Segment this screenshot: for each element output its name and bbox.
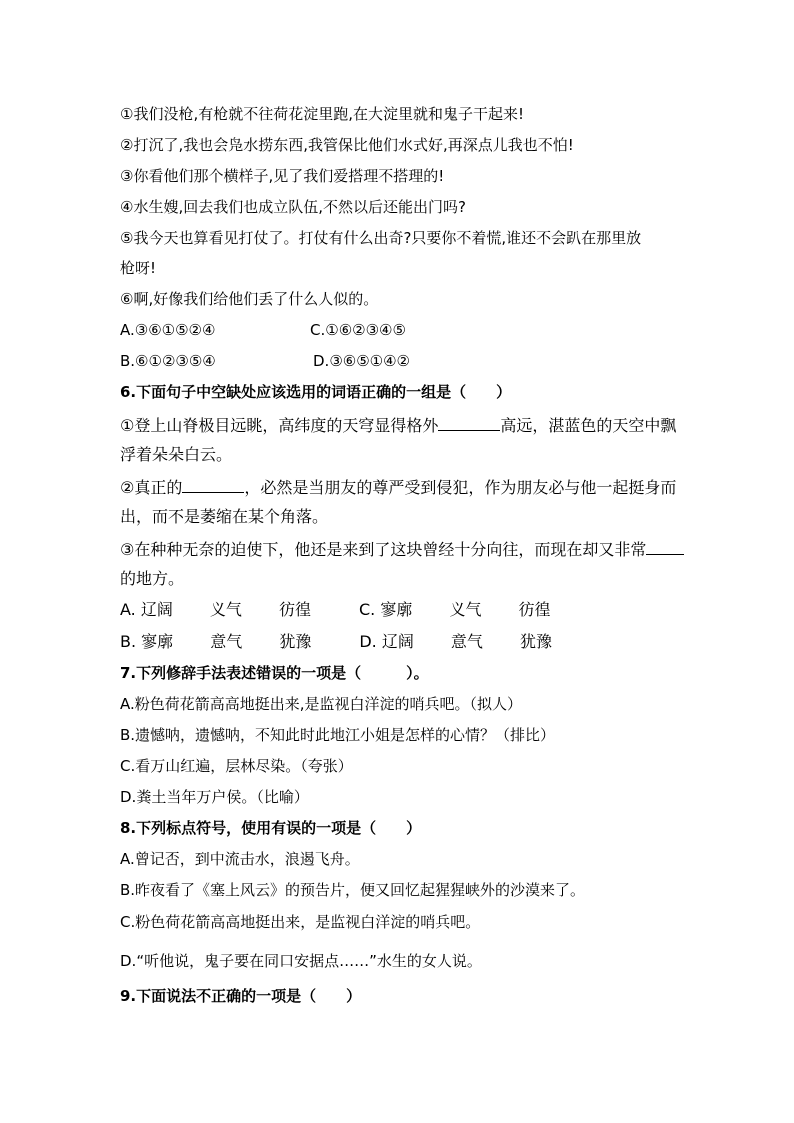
q6-options-b-d: B. 寥廓 意气 犹豫 D. 辽阔 意气 犹豫 bbox=[120, 632, 552, 651]
q7-option-c: C.看万山红遍，层林尽染。（夸张） bbox=[120, 757, 353, 775]
sentence-4: ④水生嫂,回去我们也成立队伍,不然以后还能出门吗? bbox=[120, 198, 466, 216]
q7-option-a: A.粉色荷花箭高高地挺出来,是监视白洋淀的哨兵吧。（拟人） bbox=[120, 695, 523, 713]
q6-sentence-2-text-a: ②真正的 bbox=[120, 478, 183, 497]
q6-sentence-2-continued: 出，而不是萎缩在某个角落。 bbox=[120, 507, 329, 526]
q6-sentence-2-text-b: ，必然是当朋友的尊严受到侵犯，作为朋友必与他一起挺身而 bbox=[244, 478, 677, 497]
question-8-title: 8.下列标点符号，使用有误的一项是（ ） bbox=[120, 819, 422, 837]
q6-sentence-1-text-a: ①登上山脊极目远眺，高纬度的天穹显得格外 bbox=[120, 416, 439, 435]
sentence-3: ③你看他们那个横样子,见了我们爱搭理不搭理的! bbox=[120, 167, 445, 185]
q8-option-d: D.“听他说，鬼子要在同口安据点……”水生的女人说。 bbox=[120, 952, 482, 970]
q6-sentence-3-text-a: ③在种种无奈的迫使下，他还是来到了这块曾经十分向往，而现在却又非常 bbox=[120, 540, 647, 559]
answer-blank-1 bbox=[438, 414, 500, 431]
question-7-title: 7.下列修辞手法表述错误的一项是（ ）。 bbox=[120, 664, 429, 682]
q6-sentence-3-continued: 的地方。 bbox=[120, 569, 185, 588]
q6-sentence-2 bbox=[120, 476, 676, 496]
q5-option-d: D.③⑥⑤①④② bbox=[313, 352, 411, 370]
sentence-6: ⑥啊,好像我们给他们丢了什么人似的。 bbox=[120, 290, 379, 308]
q8-option-c: C.粉色荷花箭高高地挺出来，是监视白洋淀的哨兵吧。 bbox=[120, 913, 481, 931]
answer-blank-3 bbox=[646, 538, 684, 555]
q5-option-b: B.⑥①②③⑤④ bbox=[120, 352, 216, 370]
q6-sentence-1-text-b: 高远，湛蓝色的天空中飘 bbox=[500, 416, 677, 435]
sentence-5-continued: 枪呀! bbox=[120, 259, 157, 277]
q8-option-a: A.曾记否，到中流击水，浪遏飞舟。 bbox=[120, 850, 360, 868]
question-9-title: 9.下面说法不正确的一项是（ ） bbox=[120, 987, 362, 1005]
question-6-title: 6.下面句子中空缺处应该选用的词语正确的一组是（ ） bbox=[120, 383, 512, 401]
q7-option-d: D.粪土当年万户侯。（比喻） bbox=[120, 788, 309, 806]
q6-sentence-3 bbox=[120, 538, 684, 558]
sentence-1: ①我们没枪,有枪就不往荷花淀里跑,在大淀里就和鬼子干起来! bbox=[120, 105, 524, 123]
q5-option-a: A.③⑥①⑤②④ bbox=[120, 321, 216, 339]
sentence-5: ⑤我今天也算看见打仗了。打仗有什么出奇?只要你不着慌,谁还不会趴在那里放 bbox=[120, 229, 642, 247]
q6-sentence-1 bbox=[120, 414, 676, 434]
q6-options-a-c: A. 辽阔 义气 彷徨 C. 寥廓 义气 彷徨 bbox=[120, 600, 551, 619]
sentence-2: ②打沉了,我也会凫水捞东西,我管保比他们水式好,再深点儿我也不怕! bbox=[120, 136, 574, 154]
q6-sentence-1-continued: 浮着朵朵白云。 bbox=[120, 445, 233, 464]
q5-option-c: C.①⑥②③④⑤ bbox=[310, 321, 406, 339]
q7-option-b: B.遗憾呐，遗憾呐，不知此时此地江小姐是怎样的心情？（排比） bbox=[120, 726, 556, 744]
answer-blank-2 bbox=[182, 476, 244, 493]
q8-option-b: B.昨夜看了《塞上风云》的预告片，便又回忆起猩猩峡外的沙漠来了。 bbox=[120, 881, 586, 899]
